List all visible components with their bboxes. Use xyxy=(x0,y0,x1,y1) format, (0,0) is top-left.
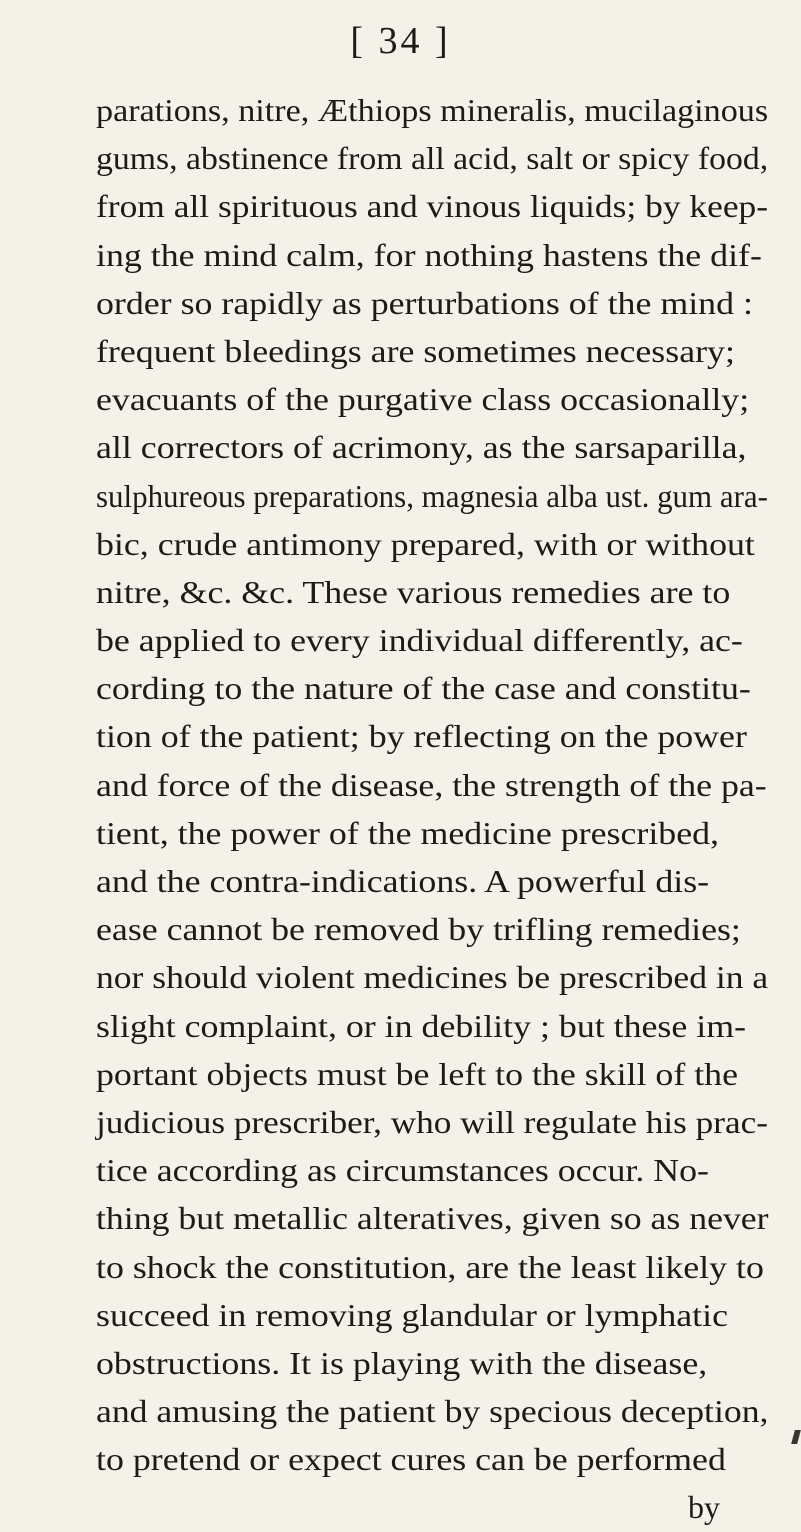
text-line: to pretend or expect cures can be performed xyxy=(96,1441,726,1478)
text-line: order so rapidly as perturbations of the mind : xyxy=(96,284,753,321)
text-line: thing but metallic alteratives, given so as never xyxy=(96,1200,769,1237)
text-line: portant objects must be left to the skill of the xyxy=(96,1055,739,1092)
text-line: ease cannot be removed by trifling remedies; xyxy=(96,911,741,948)
text-line: and the contra-indications. A powerful dis- xyxy=(96,863,710,899)
text-line: from all spirituous and vinous liquids; by keep- xyxy=(96,188,769,225)
text-line: tient, the power of the medicine prescribed, xyxy=(96,814,719,851)
body-text xyxy=(96,86,768,1532)
page-number: [ 34 ] xyxy=(350,20,451,62)
text-line: be applied to every individual differently, ac- xyxy=(96,622,743,659)
text-line: obstructions. It is playing with the disease, xyxy=(96,1344,708,1381)
text-line: evacuants of the purgative class occasionally; xyxy=(96,381,750,418)
text-line: succeed in removing glandular or lymphatic xyxy=(96,1296,728,1333)
text-line: bic, crude antimony prepared, with or without xyxy=(96,525,755,562)
text-line: nitre, &c. &c. These various remedies are to xyxy=(96,573,731,610)
text-line: judicious prescriber, who will regulate his prac- xyxy=(96,1103,768,1140)
text-line: frequent bleedings are sometimes necessary; xyxy=(96,332,735,369)
text-line: cording to the nature of the case and constitu- xyxy=(96,670,751,707)
text-line: tion of the patient; by reflecting on the power xyxy=(96,718,747,755)
text-line: and force of the disease, the strength of the pa- xyxy=(96,766,767,803)
text-line: nor should violent medicines be prescribed in a xyxy=(96,959,769,996)
text-line: to shock the constitution, are the least likely to xyxy=(96,1248,764,1285)
text-line: all correctors of acrimony, as the sarsaparilla, xyxy=(96,429,747,466)
text-line: parations, nitre, Æthiops mineralis, mucilaginous xyxy=(96,92,769,128)
text-line: ing the mind calm, for nothing hastens the dif- xyxy=(96,236,762,273)
text-line: sulphureous preparations, magnesia alba ust. gum ara- xyxy=(96,477,768,514)
catchword: by xyxy=(688,1489,720,1526)
text-line: and amusing the patient by specious deception, xyxy=(96,1393,769,1430)
text-line: slight complaint, or in debility ; but these im- xyxy=(96,1007,747,1044)
text-line: gums, abstinence from all acid, salt or spicy food, xyxy=(96,140,769,177)
text-line: tice according as circumstances occur. No- xyxy=(96,1152,709,1189)
